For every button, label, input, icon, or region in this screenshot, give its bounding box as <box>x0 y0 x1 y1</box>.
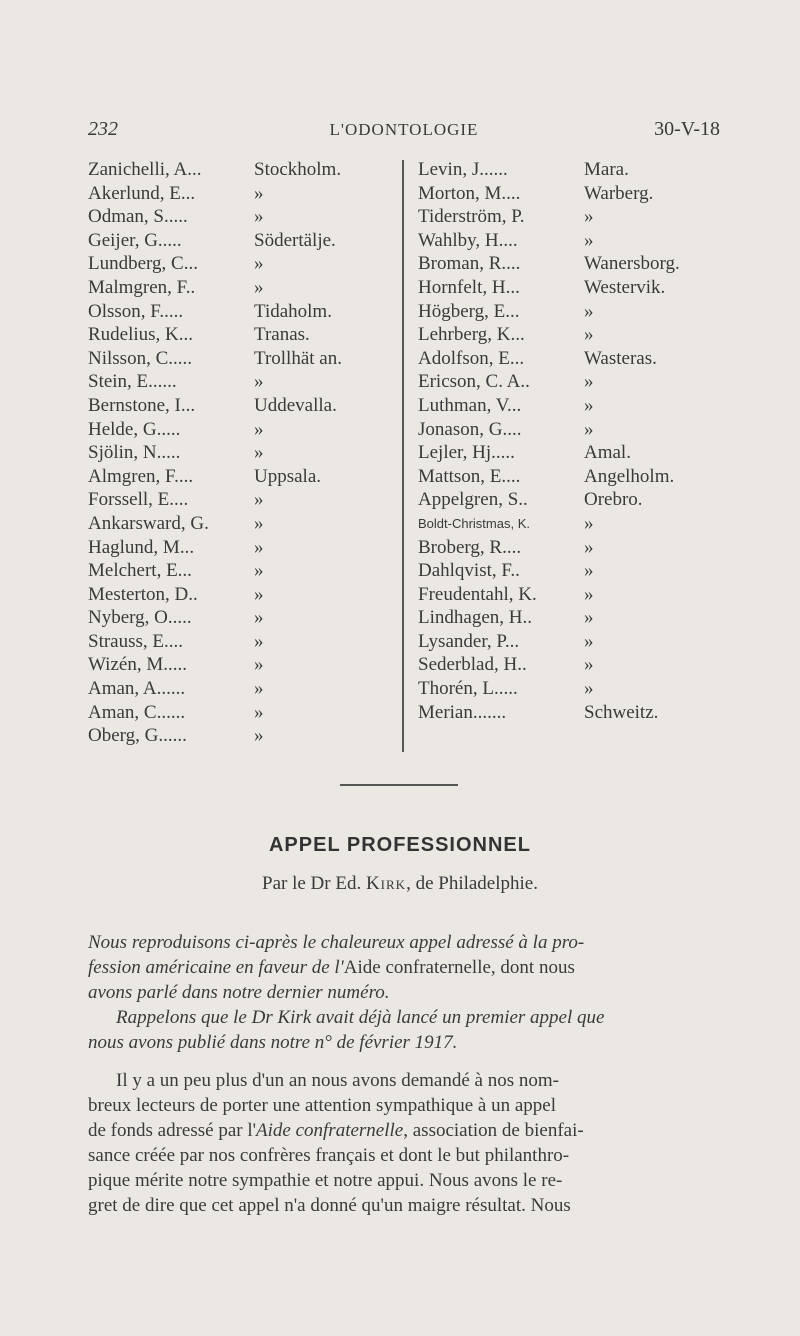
byline-author: Kirk <box>365 873 407 894</box>
member-name: Hornfelt, H... <box>418 276 520 298</box>
byline-prefix: Par le Dr Ed. <box>262 873 362 894</box>
right-list-entry <box>418 559 718 583</box>
right-list-entry <box>418 465 718 489</box>
intro-paragraph <box>88 930 720 1005</box>
right-list-entry <box>418 205 718 229</box>
left-list-entry <box>88 583 388 607</box>
member-name: Nilsson, C..... <box>88 347 192 369</box>
member-name: Lysander, P... <box>418 630 520 652</box>
left-list-entry <box>88 724 388 748</box>
member-name: Odman, S..... <box>88 206 188 228</box>
member-name: Olsson, F..... <box>88 300 184 322</box>
right-list-entry <box>418 300 718 324</box>
member-city: Trollhät an. <box>254 347 342 369</box>
intro-upright: Aide <box>343 957 381 978</box>
page-header <box>88 118 720 148</box>
member-name: Geijer, G..... <box>88 229 182 251</box>
intro-note-paragraph <box>88 1005 720 1055</box>
member-city: » <box>254 206 264 228</box>
member-name: Malmgren, F.. <box>88 276 196 298</box>
member-city: » <box>254 371 264 393</box>
member-city: Stockholm. <box>254 159 342 180</box>
right-list-entry <box>418 418 718 442</box>
intro-line: Nous reproduisons ci-après le chaleureux appel adressé à la pro- <box>88 932 585 953</box>
right-list-entry <box>418 347 718 371</box>
intro-note-line: nous avons publié dans notre n° de février 1917. <box>88 1032 458 1053</box>
member-name: Luthman, V... <box>418 394 522 416</box>
member-name: Bernstone, I... <box>88 394 196 416</box>
member-city: Mara. <box>584 159 629 180</box>
right-list-entry <box>418 653 718 677</box>
member-city: Orebro. <box>584 489 643 511</box>
member-city: Tidaholm. <box>254 300 332 322</box>
byline-suffix: , de Philadelphie. <box>406 873 538 894</box>
body-line: gret de dire que cet appel n'a donné qu'un maigre résultat. Nous <box>88 1195 571 1216</box>
member-list-left <box>88 158 388 748</box>
member-name: Oberg, G...... <box>88 725 187 747</box>
member-city: Angelholm. <box>584 465 675 487</box>
member-city: » <box>254 512 264 534</box>
member-city: » <box>584 607 594 629</box>
right-list-entry <box>418 701 718 725</box>
member-city: » <box>254 560 264 582</box>
right-list-entry <box>418 583 718 607</box>
member-city: » <box>584 678 594 700</box>
member-city: » <box>584 300 594 322</box>
member-city: » <box>254 630 264 652</box>
member-city: » <box>254 536 264 558</box>
member-city: » <box>584 418 594 440</box>
member-name: Levin, J...... <box>418 159 508 180</box>
member-city: » <box>584 229 594 251</box>
left-list-entry <box>88 370 388 394</box>
column-divider <box>402 160 404 752</box>
left-list-entry <box>88 465 388 489</box>
intro-line-tail: confraternelle, dont nous <box>380 957 575 978</box>
right-list-entry <box>418 677 718 701</box>
member-name: Mesterton, D.. <box>88 583 198 605</box>
member-city: Schweitz. <box>584 701 659 723</box>
member-city: » <box>254 253 264 275</box>
left-list-entry <box>88 323 388 347</box>
member-name: Ericson, C. A.. <box>418 371 530 393</box>
page-number: 232 <box>88 118 118 140</box>
member-name: Thorén, L..... <box>418 678 518 700</box>
member-city: » <box>584 206 594 228</box>
member-city: » <box>584 324 594 346</box>
member-city: Warberg. <box>584 182 654 204</box>
right-list-entry <box>418 441 718 465</box>
left-list-entry <box>88 536 388 560</box>
member-name: Adolfson, E... <box>418 347 525 369</box>
member-name: Lindhagen, H.. <box>418 607 532 629</box>
member-name: Dahlqvist, F.. <box>418 560 520 582</box>
member-city: » <box>584 371 594 393</box>
right-list-entry <box>418 512 718 536</box>
right-list-entry <box>418 276 718 300</box>
section-rule <box>340 784 458 786</box>
left-list-entry <box>88 205 388 229</box>
member-city: » <box>584 654 594 676</box>
body-line-part: de fonds adressé par l' <box>88 1120 257 1141</box>
issue-date: 30-V-18 <box>654 118 720 140</box>
body-line: Il y a un peu plus d'un an nous avons demandé à nos nom- <box>116 1070 559 1091</box>
right-list-entry <box>418 182 718 206</box>
member-city: » <box>584 630 594 652</box>
left-list-entry <box>88 512 388 536</box>
member-city: » <box>254 583 264 605</box>
member-name: Wahlby, H.... <box>418 229 518 251</box>
member-city: » <box>584 536 594 558</box>
member-name: Zanichelli, A... <box>88 159 202 180</box>
member-name: Strauss, E.... <box>88 630 183 652</box>
member-city: » <box>584 583 594 605</box>
member-name: Helde, G..... <box>88 418 181 440</box>
left-list-entry <box>88 653 388 677</box>
left-list-entry <box>88 677 388 701</box>
member-name: Sederblad, H.. <box>418 654 527 676</box>
member-name: Morton, M.... <box>418 182 521 204</box>
right-list-entry <box>418 488 718 512</box>
member-name: Aman, A...... <box>88 678 186 700</box>
article-heading: APPEL PROFESSIONNEL <box>268 834 531 856</box>
member-city: » <box>584 394 594 416</box>
intro-line: avons parlé dans notre dernier numéro. <box>88 982 390 1003</box>
member-name: Lejler, Hj..... <box>418 442 515 464</box>
right-list-entry <box>418 536 718 560</box>
left-list-entry <box>88 394 388 418</box>
member-name: Sjölin, N..... <box>88 442 181 464</box>
member-name: Merian....... <box>418 701 507 723</box>
member-city: » <box>254 654 264 676</box>
left-list-entry <box>88 630 388 654</box>
member-name: Appelgren, S.. <box>418 489 528 511</box>
left-list-entry <box>88 559 388 583</box>
right-list-entry <box>418 606 718 630</box>
journal-title: L'ODONTOLOGIE <box>329 120 479 139</box>
member-city: » <box>254 276 264 298</box>
member-city: Wasteras. <box>584 347 657 369</box>
left-list-entry <box>88 347 388 371</box>
member-name: Ankarsward, G. <box>88 512 209 534</box>
member-city: » <box>584 512 594 534</box>
member-name: Boldt-Christmas, K. <box>418 515 530 531</box>
intro-line <box>88 955 720 980</box>
right-list-entry <box>418 252 718 276</box>
member-city: » <box>254 442 264 464</box>
member-city: Tranas. <box>254 324 310 346</box>
member-name: Högberg, E... <box>418 300 520 322</box>
body-line: pique mérite notre sympathie et notre appui. Nous avons le re- <box>88 1170 563 1191</box>
member-city: » <box>254 701 264 723</box>
member-name: Forssell, E.... <box>88 489 189 511</box>
member-name: Lehrberg, K... <box>418 324 525 346</box>
member-name: Melchert, E... <box>88 560 192 582</box>
left-list-entry <box>88 229 388 253</box>
right-list-entry <box>418 158 718 182</box>
member-city: Westervik. <box>584 276 666 298</box>
member-city: Uppsala. <box>254 465 322 487</box>
left-list-entry <box>88 252 388 276</box>
member-city: » <box>254 182 264 204</box>
left-list-entry <box>88 158 388 182</box>
article-byline <box>0 873 800 895</box>
member-name: Akerlund, E... <box>88 182 196 204</box>
member-city: » <box>254 678 264 700</box>
member-name: Stein, E...... <box>88 371 177 393</box>
member-name: Wizén, M..... <box>88 654 187 676</box>
member-name: Lundberg, C... <box>88 253 198 275</box>
member-name: Haglund, M... <box>88 536 195 558</box>
right-list-entry <box>418 229 718 253</box>
left-list-entry <box>88 276 388 300</box>
member-name: Rudelius, K... <box>88 324 194 346</box>
member-name: Nyberg, O..... <box>88 607 192 629</box>
body-line-part: , association de bienfai- <box>403 1120 584 1141</box>
member-name: Broberg, R.... <box>418 536 522 558</box>
left-list-entry <box>88 441 388 465</box>
member-name: Mattson, E.... <box>418 465 521 487</box>
body-line-emphasis: Aide confraternelle <box>256 1120 404 1141</box>
member-city: » <box>254 418 264 440</box>
member-name: Aman, C...... <box>88 701 186 723</box>
member-city: Södertälje. <box>254 229 336 251</box>
body-paragraph <box>88 1068 720 1218</box>
member-city: Amal. <box>584 442 631 464</box>
member-list-right <box>418 158 718 724</box>
member-city: » <box>254 725 264 747</box>
left-list-entry <box>88 418 388 442</box>
left-list-entry <box>88 300 388 324</box>
right-list-entry <box>418 394 718 418</box>
right-list-entry <box>418 323 718 347</box>
member-name: Broman, R.... <box>418 253 521 275</box>
body-line: breux lecteurs de porter une attention sympathique à un appel <box>88 1095 556 1116</box>
intro-line-part: fession américaine en faveur de l' <box>88 957 344 978</box>
right-list-entry <box>418 370 718 394</box>
intro-note-line: Rappelons que le Dr Kirk avait déjà lancé un premier appel que <box>116 1007 605 1028</box>
right-list-entry <box>418 630 718 654</box>
left-list-entry <box>88 606 388 630</box>
left-list-entry <box>88 701 388 725</box>
member-name: Jonason, G.... <box>418 418 522 440</box>
body-line: sance créée par nos confrères français et dont le but philanthro- <box>88 1145 570 1166</box>
member-name: Freudentahl, K. <box>418 583 537 605</box>
member-name: Almgren, F.... <box>88 465 194 487</box>
body-line <box>88 1118 720 1143</box>
member-city: Wanersborg. <box>584 253 680 275</box>
member-city: » <box>584 560 594 582</box>
member-city: » <box>254 489 264 511</box>
member-name: Tiderström, P. <box>418 206 525 228</box>
left-list-entry <box>88 488 388 512</box>
left-list-entry <box>88 182 388 206</box>
member-city: » <box>254 607 264 629</box>
member-city: Uddevalla. <box>254 394 337 416</box>
